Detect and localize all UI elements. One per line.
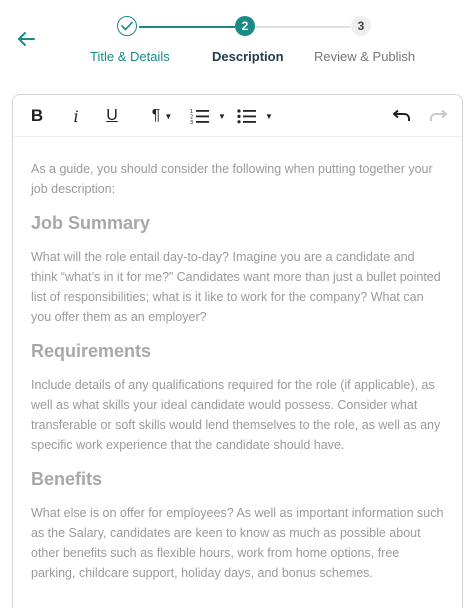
bold-button[interactable]: B [30,106,44,125]
chevron-down-icon: ▼ [265,111,273,121]
ordered-list-button[interactable] [187,105,229,127]
step-1-label[interactable]: Title & Details [90,49,170,64]
svg-text:3: 3 [190,120,194,124]
step-1-indicator[interactable] [117,16,137,36]
editor-toolbar [13,95,462,137]
step-2-label: Description [212,49,284,64]
stepper-line-completed [139,26,235,28]
intro-text: As a guide, you should consider the following when putting together your job description: [31,162,433,196]
redo-icon [429,110,447,122]
undo-icon [393,110,411,122]
paragraph-format-button[interactable] [147,105,177,127]
step-2-indicator: 2 [235,16,255,36]
section-body: What else is on offer for employees? As well as important information such as the Salary, candidates are keen to know as much as possible about other benefits such as flexible hours, work from home options, free parking, childcare support, holiday days, and bonus schemes. [31,506,444,580]
italic-button[interactable]: i [73,106,79,126]
undo-button[interactable] [391,105,413,127]
progress-stepper [0,0,471,80]
chevron-down-icon: ▼ [218,111,226,121]
check-icon [121,21,133,31]
section-heading: Requirements [31,341,152,361]
redo-button[interactable] [427,105,449,127]
paragraph-icon: ¶ [151,107,161,124]
chevron-down-icon: ▼ [164,111,173,121]
section-body: What will the role entail day-to-day? Imagine you are a candidate and think “what’s in it for me?” Candidates want more than just a bullet pointed list of responsibilities; what is it like to work for the company? What can you offer them as an employer? [31,250,441,324]
svg-text:2: 2 [190,114,194,121]
editor-content[interactable] [13,137,462,583]
section-heading: Job Summary [31,213,151,233]
bullet-list-icon [237,108,257,124]
ordered-list-icon [190,108,210,124]
step-3-indicator: 3 [351,16,371,36]
description-editor[interactable] [12,94,463,608]
step-3-label: Review & Publish [314,49,416,64]
section-body: Include details of any qualifications required for the role (if applicable), as well as what skills your ideal candidate would possess. Consider what transferable or soft skills would lend themselves to the role, as well as any specific work experience that the candidate should have. [31,378,441,452]
stepper-line-pending [254,26,350,28]
underline-button[interactable]: U [106,107,118,124]
svg-text:1: 1 [190,109,194,115]
section-heading: Benefits [31,469,103,489]
unordered-list-button[interactable] [234,105,276,127]
